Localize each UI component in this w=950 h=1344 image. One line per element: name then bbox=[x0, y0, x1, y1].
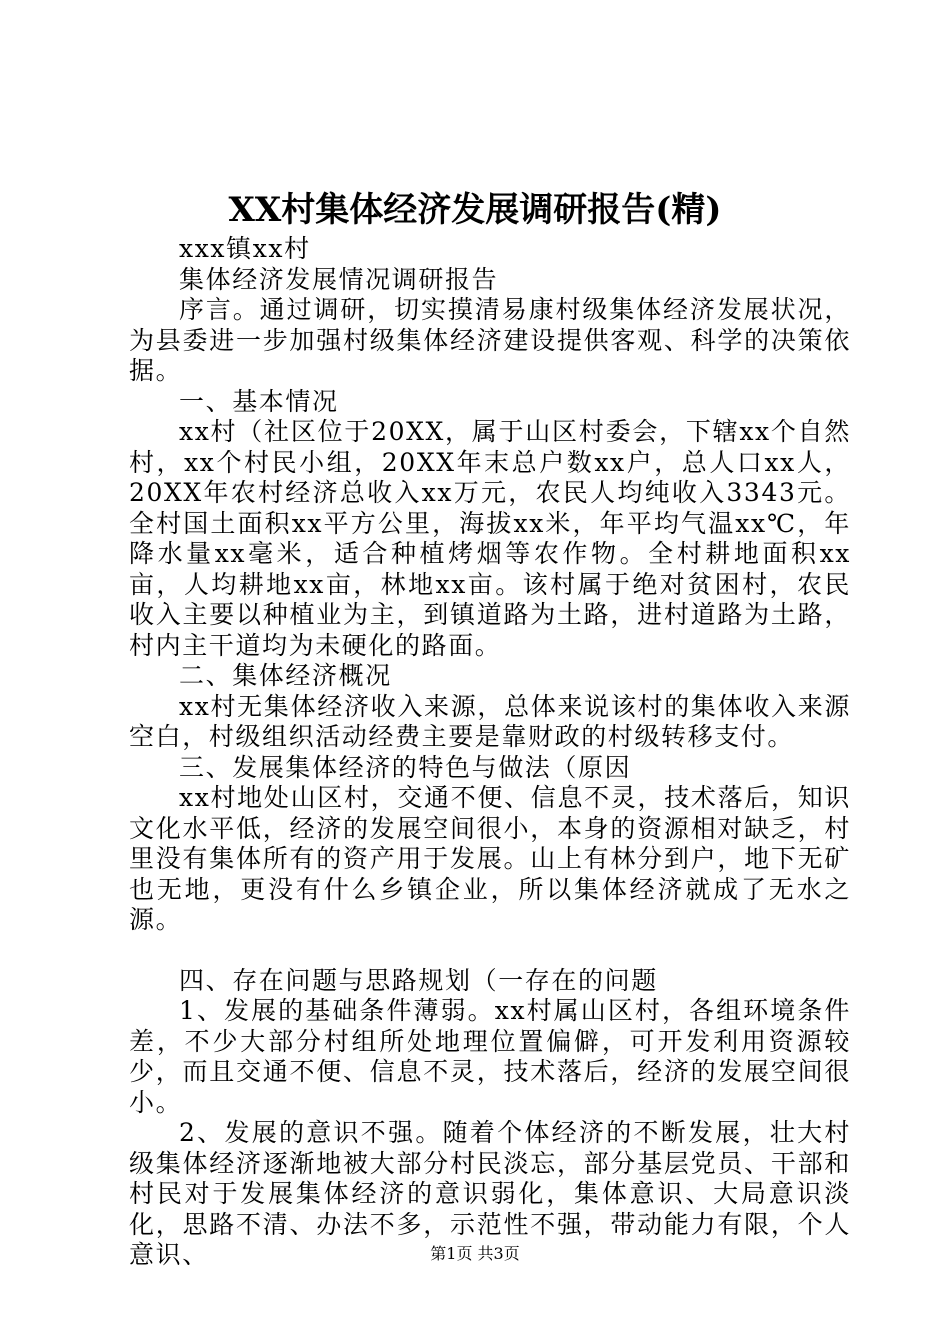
heading-features-practices: 三、发展集体经济的特色与做法（原因 bbox=[179, 752, 632, 782]
document-title: XX村集体经济发展调研报告(精) bbox=[228, 190, 722, 230]
paragraph-collective-economy: xx村无集体经济收入来源，总体来说该村的集体收入来源空白，村级组织活动经费主要是靠财政的村级转移支付。 bbox=[129, 691, 851, 751]
paragraph-preface: 序言。通过调研，切实摸清易康村级集体经济发展状况，为县委进一步加强村级集体经济建设提供客观、科学的决策依据。 bbox=[129, 295, 851, 385]
page-number-footer: 第1页 共3页 bbox=[430, 1244, 520, 1263]
paragraph-subtitle: 集体经济发展情况调研报告 bbox=[179, 264, 499, 294]
document-body bbox=[129, 234, 851, 1271]
paragraph-basic-situation: xx村（社区位于20XX，属于山区村委会，下辖xx个自然村，xx个村民小组，20XX年末总户数xx户，总人口xx人，20XX年农村经济总收入xx万元，农民人均纯收入3343元。全村国土面积xx平方公里，海拔xx米，年平均气温xx℃，年降水量xx毫米，适合种植烤烟等农作物。全村耕地面积xx亩，人均耕地xx亩，林地xx亩。该村属于绝对贫困村，农民收入主要以种植业为主，到镇道路为土路，进村道路为土路，村内主干道均为未硬化的路面。 bbox=[129, 417, 851, 660]
heading-basic-situation: 一、基本情况 bbox=[179, 386, 339, 416]
paragraph-problem-1: 1、发展的基础条件薄弱。xx村属山区村，各组环境条件差，不少大部分村组所处地理位置偏僻，可开发利用资源较少，而且交通不便、信息不灵，技术落后，经济的发展空间很小。 bbox=[129, 996, 851, 1117]
heading-collective-economy: 二、集体经济概况 bbox=[179, 661, 392, 690]
paragraph-features-practices: xx村地处山区村，交通不便、信息不灵，技术落后，知识文化水平低，经济的发展空间很小，本身的资源相对缺乏，村里没有集体所有的资产用于发展。山上有林分到户，地下无矿也无地，更没有什么乡镇企业，所以集体经济就成了无水之源。 bbox=[129, 783, 851, 934]
paragraph-location: xxx镇xx村 bbox=[179, 234, 311, 263]
heading-problems-planning: 四、存在问题与思路规划（一存在的问题 bbox=[179, 965, 658, 995]
paragraph-problem-2: 2、发展的意识不强。随着个体经济的不断发展，壮大村级集体经济逐渐地被大部分村民淡忘，部分基层党员、干部和村民对于发展集体经济的意识弱化，集体意识、大局意识淡化，思路不清、办法不多，示范性不强，带动能力有限，个人意识、 bbox=[129, 1118, 851, 1269]
